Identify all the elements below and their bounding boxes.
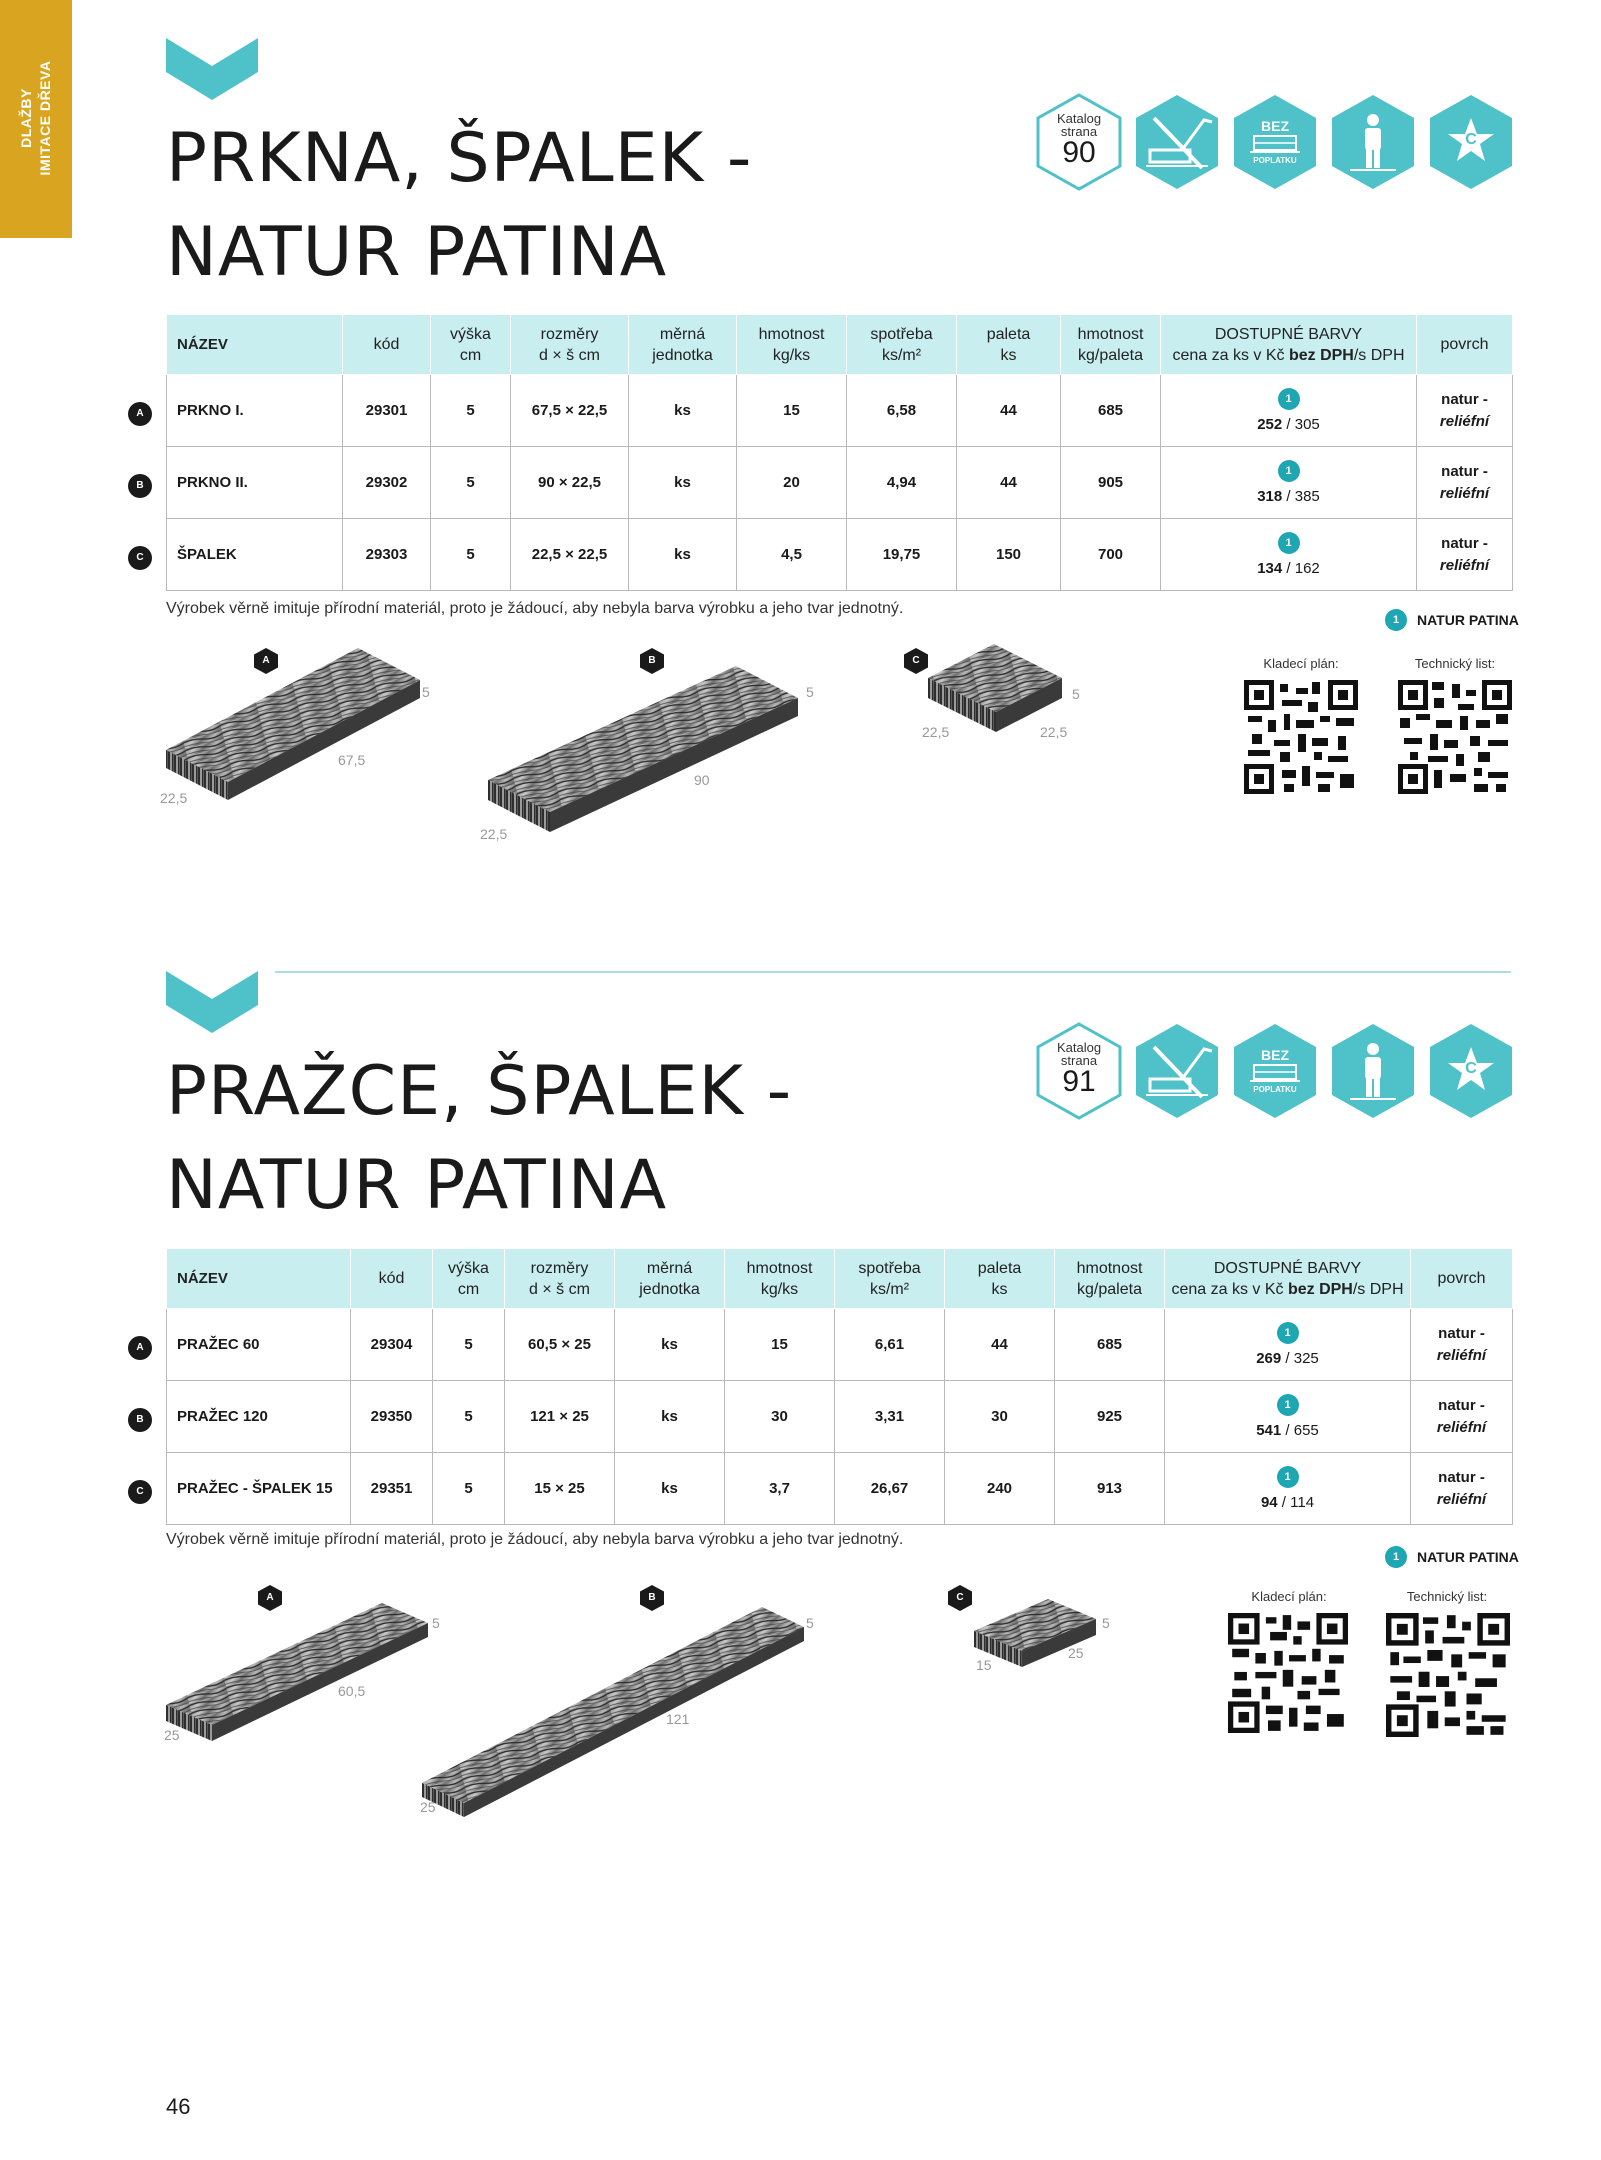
price-cell: 1 134 / 162 — [1161, 519, 1417, 591]
row-letter-a: A — [128, 402, 152, 426]
spec-table — [166, 1248, 1513, 1525]
table-row: ŠPALEK 29303 5 22,5 × 22,5 ks 4,5 19,75 150 700 1 134 / 162 natur - reliéfní — [167, 519, 1513, 591]
section-prkna: PRKNA, ŠPALEK - NATUR PATINA Katalog strana 90 BEZ POPLATKU C NÁZEV kód výška cm rozměry d × š cm měrná jednotka hmotnost kg/ks spotřeba ks/m² paleta ks hmotnost kg/paleta DOSTUPNÉ BARVY cena za ks v Kč bez DPH/s DPH povrch PRKNO I. 29301 5 67,5 × 22,5 ks 15 6,58 44 685 1 252 / 305 natur - reliéfní PRKNO II. 29302 5 90 × 22,5 ks 20 4,94 44 905 1 318 / 385 natur - reliéfní ŠPALEK 29303 5 22,5 × 22,5 ks 4,5 19,75 150 700 1 134 / 162 natur - reliéfní A B C Výrobek věrně imituje přírodní materiál, proto je žádoucí, aby nebyla barva výrobku a jeho tvar jednotný. 1 NATUR PATINA A 5 67,5 22,5 B 5 90 22,5 C 5 22,5 22,5 Kladecí plán: Technický list: — [0, 0, 1601, 900]
class-badge — [1426, 1021, 1516, 1121]
price-cell: 1 252 / 305 — [1161, 375, 1417, 447]
qr-code-tech[interactable] — [1386, 1613, 1510, 1737]
catalog-badge: Katalog strana 90 — [1034, 92, 1124, 192]
color-number-badge: 1 — [1385, 609, 1407, 631]
vibratory-plate-icon — [1132, 1021, 1222, 1121]
price-cell: 1 269 / 325 — [1165, 1309, 1411, 1381]
section-prazce: PRAŽCE, ŠPALEK - NATUR PATINA Katalog strana 91 BEZ POPLATKU C NÁZEV kód výška cm rozměry d × š cm měrná jednotka hmotnost kg/ks spotřeba ks/m² paleta ks hmotnost kg/paleta DOSTUPNÉ BARVY cena za ks v Kč bez DPH/s DPH povrch PRAŽEC 60 29304 5 60,5 × 25 ks 15 6,61 44 685 1 269 / 325 natur - reliéfní PRAŽEC 120 29350 5 121 × 25 ks 30 3,31 30 925 1 541 / 655 natur - reliéfní PRAŽEC - ŠPALEK 15 29351 5 15 × 25 ks 3,7 26,67 240 913 1 94 / 114 natur - reliéfní A B C Výrobek věrně imituje přírodní materiál, proto je žádoucí, aby nebyla barva výrobku a jeho tvar jednotný. 1 NATUR PATINA A 5 60,5 25 B 5 121 25 C 5 15 25 Kladecí plán: Technický list: — [0, 935, 1601, 1895]
row-letter-c: C — [128, 546, 152, 570]
row-letter-a: A — [128, 1336, 152, 1360]
chevron-icon — [166, 971, 258, 1033]
catalog-badge: Katalog strana 91 — [1034, 1021, 1124, 1121]
color-number-badge: 1 — [1385, 1546, 1407, 1568]
pallet-icon — [1230, 1021, 1320, 1121]
color-number-badge: 1 — [1278, 388, 1300, 410]
price-cell: 1 318 / 385 — [1161, 447, 1417, 519]
spec-table — [166, 314, 1513, 591]
product-letter-c: C — [904, 648, 928, 674]
color-number-badge: 1 — [1278, 532, 1300, 554]
no-fee-badge: BEZ POPLATKU — [1230, 92, 1320, 192]
chevron-icon — [166, 38, 258, 100]
table-row: PRKNO I. 29301 5 67,5 × 22,5 ks 15 6,58 44 685 1 252 / 305 natur - reliéfní — [167, 375, 1513, 447]
color-number-badge: 1 — [1277, 1322, 1299, 1344]
pedestrian-load-badge — [1328, 1021, 1418, 1121]
price-cell: 1 94 / 114 — [1165, 1453, 1411, 1525]
qr-code-plan[interactable] — [1228, 1613, 1348, 1733]
row-letter-b: B — [128, 1408, 152, 1432]
section-divider — [275, 971, 1511, 973]
vibratory-plate-badge — [1132, 1021, 1222, 1121]
product-letter-c: C — [948, 1585, 972, 1611]
person-icon — [1328, 92, 1418, 192]
product-letter-b: B — [640, 1585, 664, 1611]
product-note: Výrobek věrně imituje přírodní materiál, proto je žádoucí, aby nebyla barva výrobku a jeho tvar jednotný. — [166, 600, 904, 617]
product-letter-a: A — [258, 1585, 282, 1611]
color-number-badge: 1 — [1278, 460, 1300, 482]
product-note: Výrobek věrně imituje přírodní materiál, proto je žádoucí, aby nebyla barva výrobku a jeho tvar jednotný. — [166, 1531, 904, 1548]
side-tab-text: DLAŽBY IMITACE DŘEVA — [18, 60, 53, 176]
pallet-icon — [1230, 92, 1320, 192]
color-number-badge: 1 — [1277, 1394, 1299, 1416]
color-number-badge: 1 — [1277, 1466, 1299, 1488]
badge-row — [1034, 1021, 1519, 1121]
pedestrian-load-badge — [1328, 92, 1418, 192]
badge-row — [1034, 92, 1519, 192]
vibratory-plate-icon — [1132, 92, 1222, 192]
class-badge — [1426, 92, 1516, 192]
row-letter-c: C — [128, 1480, 152, 1504]
product-image-prazec-120 — [418, 1599, 808, 1819]
person-icon — [1328, 1021, 1418, 1121]
qr-code-tech[interactable] — [1398, 680, 1512, 794]
table-row: PRAŽEC 60 29304 5 60,5 × 25 ks 15 6,61 44 685 1 269 / 325 natur - reliéfní — [167, 1309, 1513, 1381]
class-letter: C — [1465, 131, 1477, 148]
table-row: PRAŽEC - ŠPALEK 15 29351 5 15 × 25 ks 3,7 26,67 240 913 1 94 / 114 natur - reliéfní — [167, 1453, 1513, 1525]
qr-code-plan[interactable] — [1244, 680, 1358, 794]
table-row: PRKNO II. 29302 5 90 × 22,5 ks 20 4,94 44 905 1 318 / 385 natur - reliéfní — [167, 447, 1513, 519]
product-letter-a: A — [254, 648, 278, 674]
table-header-row: NÁZEV kód výška cm rozměry d × š cm měrná jednotka hmotnost kg/ks spotřeba ks/m² paleta ks hmotnost kg/paleta DOSTUPNÉ BARVY cena za ks v Kč bez DPH/s DPH povrch — [167, 315, 1513, 375]
page-title: PRKNA, ŠPALEK - NATUR PATINA — [166, 119, 753, 292]
catalog-page-number: 91 — [1062, 1065, 1096, 1098]
product-letter-b: B — [640, 648, 664, 674]
catalog-page-number: 90 — [1062, 136, 1096, 169]
table-header-row: NÁZEV kód výška cm rozměry d × š cm měrná jednotka hmotnost kg/ks spotřeba ks/m² paleta ks hmotnost kg/paleta DOSTUPNÉ BARVY cena za ks v Kč bez DPH/s DPH povrch — [167, 1249, 1513, 1309]
price-cell: 1 541 / 655 — [1165, 1381, 1411, 1453]
product-image-prazec-60 — [162, 1595, 432, 1755]
product-image-prkno-2 — [484, 660, 804, 850]
class-letter: C — [1465, 1060, 1477, 1077]
page-title: PRAŽCE, ŠPALEK - NATUR PATINA — [166, 1052, 793, 1225]
vibratory-plate-badge — [1132, 92, 1222, 192]
page-number: 46 — [166, 2094, 191, 2119]
table-row: PRAŽEC 120 29350 5 121 × 25 ks 30 3,31 30 925 1 541 / 655 natur - reliéfní — [167, 1381, 1513, 1453]
row-letter-b: B — [128, 474, 152, 498]
no-fee-badge: BEZ POPLATKU — [1230, 1021, 1320, 1121]
product-image-prkno-1 — [158, 640, 428, 810]
